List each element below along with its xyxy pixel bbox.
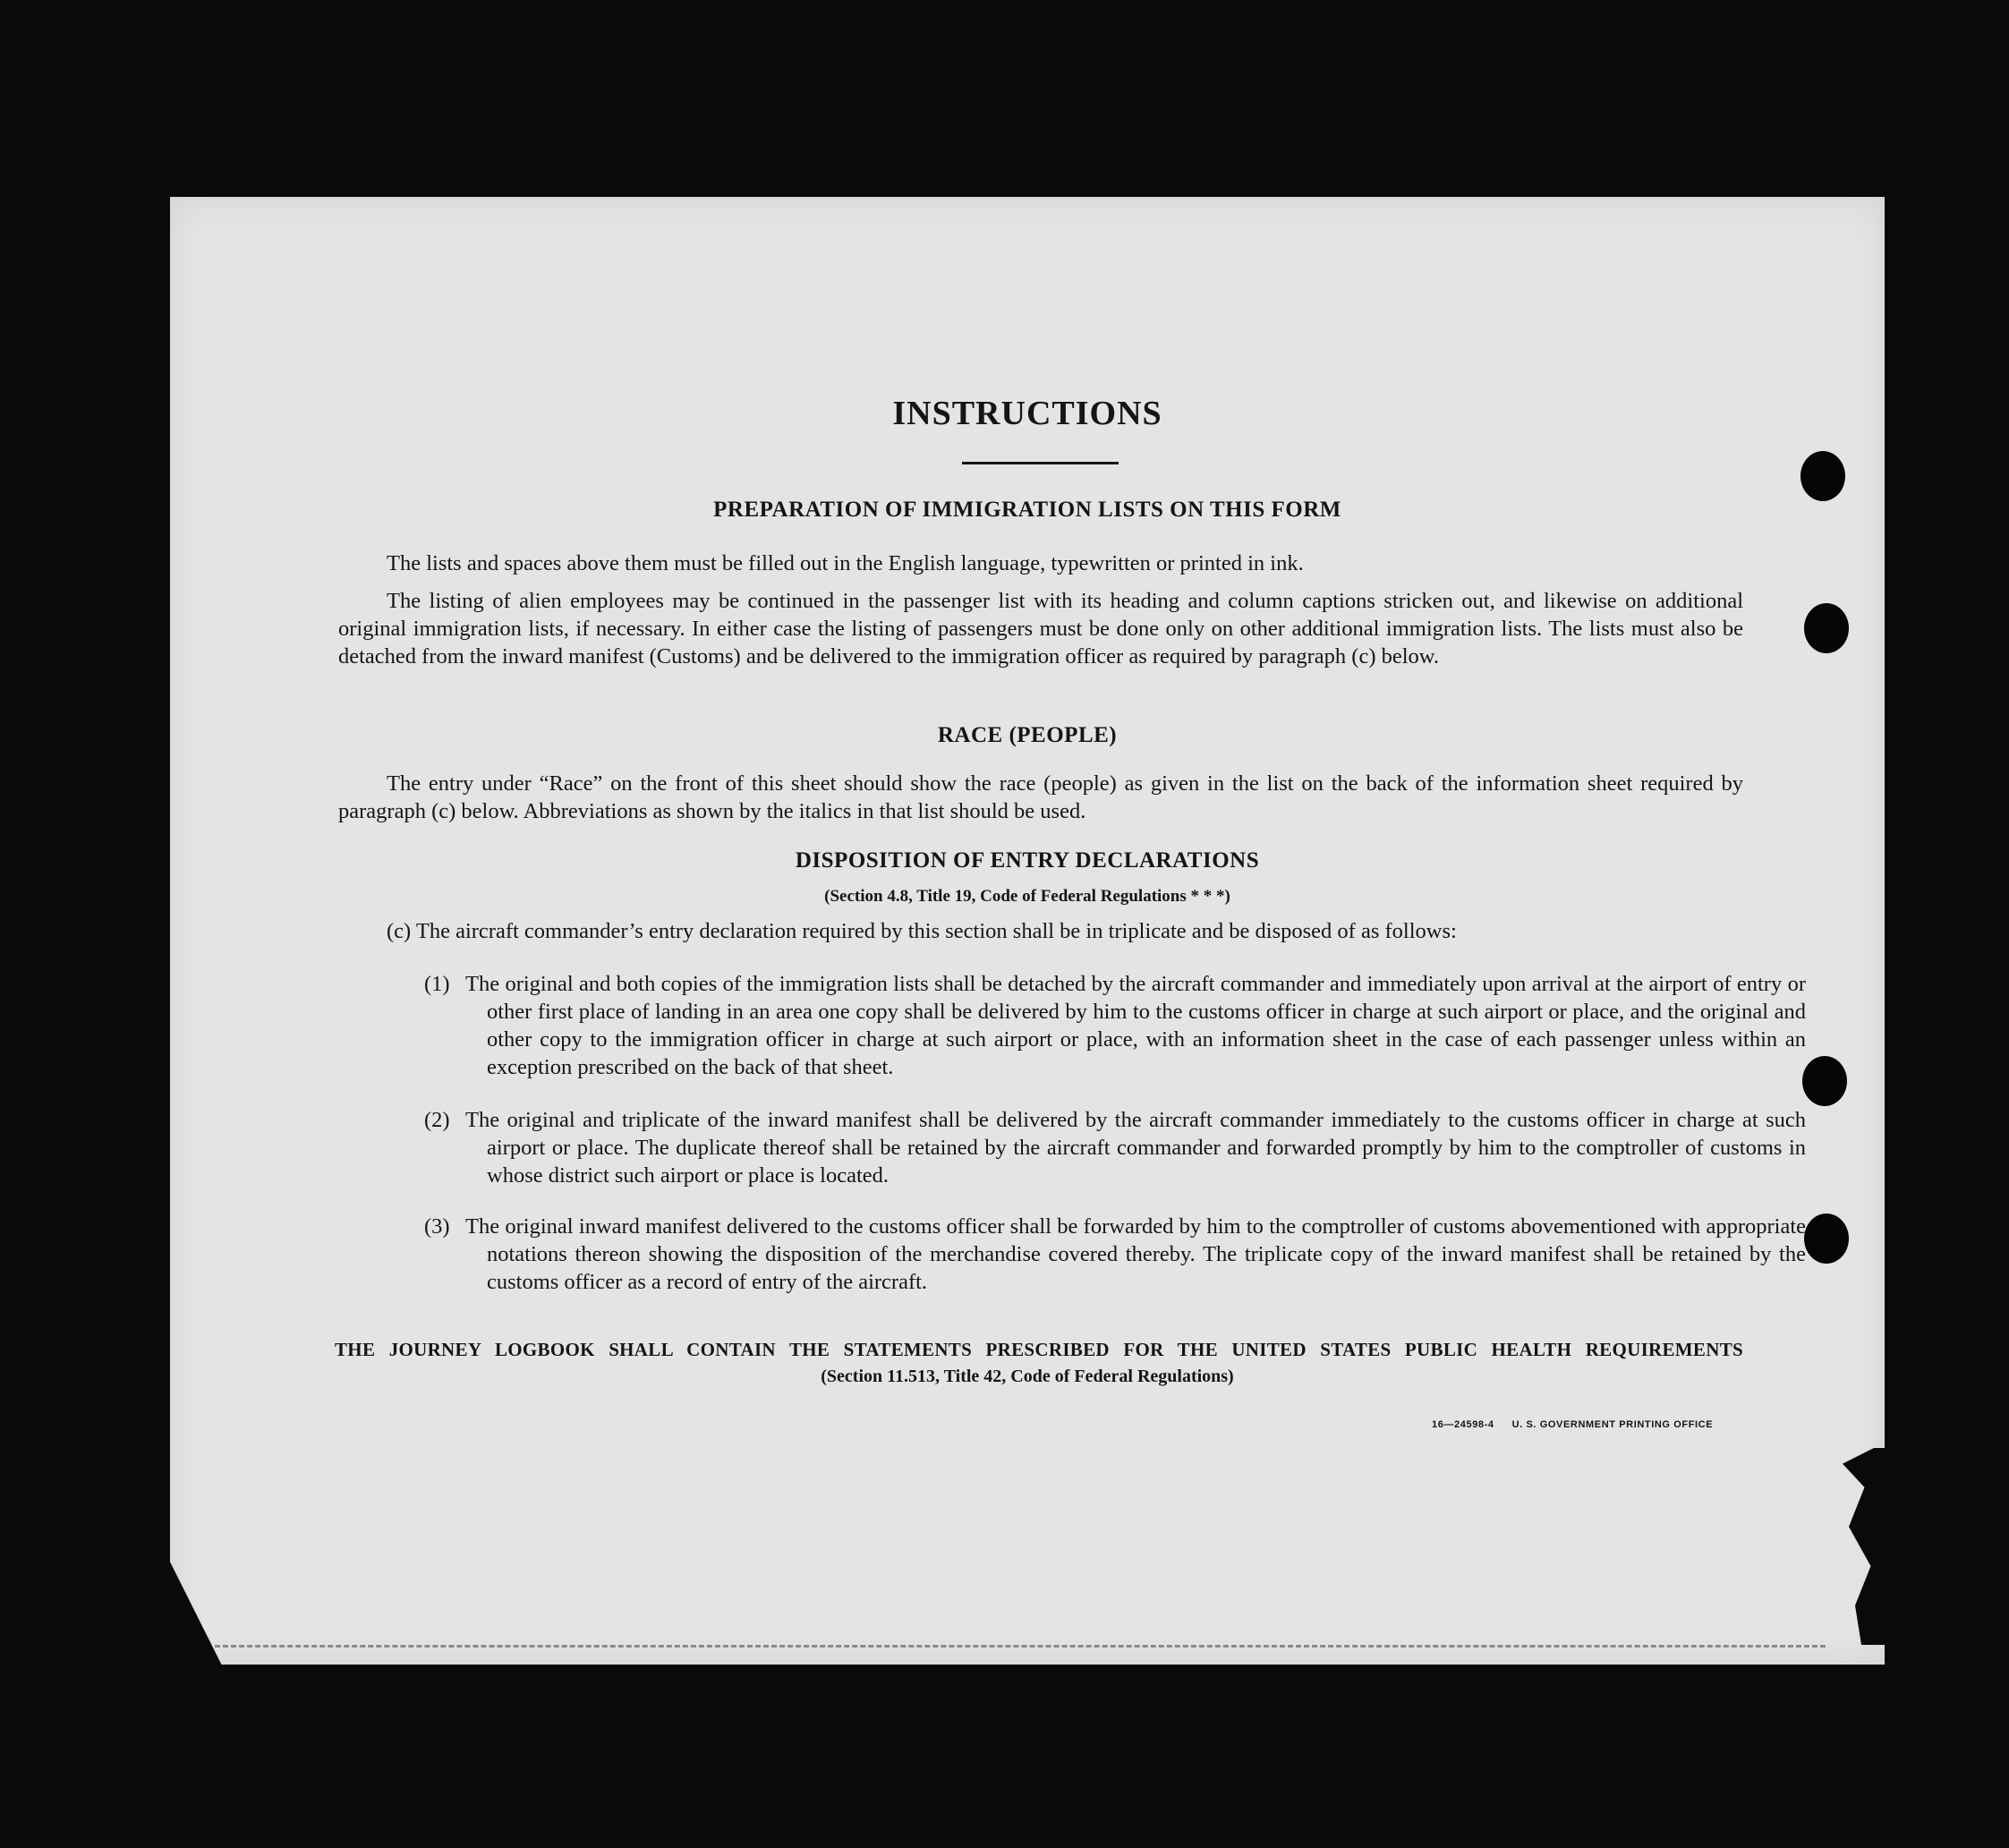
section-citation: (Section 4.8, Title 19, Code of Federal Regulations * * *)	[824, 887, 1230, 906]
perforation-line	[215, 1645, 1826, 1648]
printing-office-code	[1432, 1419, 1731, 1430]
list-item-number: (2)	[424, 1108, 450, 1132]
footer-citation: (Section 11.513, Title 42, Code of Federal Regulations)	[821, 1367, 1234, 1386]
health-requirements-statement: THE JOURNEY LOGBOOK SHALL CONTAIN THE STATEMENTS PRESCRIBED FOR THE UNITED STATES PUBLIC HEALTH REQUIREMENTS	[335, 1339, 1743, 1360]
list-item-text: The original inward manifest delivered to the customs officer shall be forwarded by him to the comptroller of customs abovementioned with appropriate notations thereon showing the disposition of the merchandise covered thereby. The triplicate copy of the inward manifest shall be retained by the customs officer as a record of entry of the aircraft.	[465, 1214, 1806, 1294]
section-heading-race: RACE (PEOPLE)	[937, 723, 1118, 747]
list-item-number: (1)	[424, 972, 450, 996]
list-item	[424, 1106, 1806, 1189]
punch-hole	[1804, 1214, 1849, 1264]
paragraph: The lists and spaces above them must be filled out in the English language, typewritten or printed in ink.	[387, 551, 1304, 575]
form-number: 16—24598-4	[1432, 1419, 1494, 1430]
punch-hole	[1800, 451, 1845, 501]
paragraph: The listing of alien employees may be continued in the passenger list with its heading and column captions stricken out, and likewise on additional original immigration lists, if necessary. In either case the listing of passengers must be done only on other additional immigration lists. The lists must also be detached from the inward manifest (Customs) and be delivered to the immigration officer as required by paragraph (c) below.	[338, 589, 1743, 669]
list-item-text: The original and both copies of the immigration lists shall be detached by the aircraft commander and immediately upon arrival at the airport of entry or other first place of landing in an area one copy shall be delivered by him to the customs officer in charge at such airport or place, and the original and other copy to the immigration officer in charge at such airport or place, with an information sheet in the case of each passenger unless within an exception prescribed on the back of that sheet.	[465, 972, 1806, 1079]
title-divider	[962, 462, 1119, 464]
printer-name: U. S. GOVERNMENT PRINTING OFFICE	[1511, 1419, 1714, 1430]
section-heading-preparation: PREPARATION OF IMMIGRATION LISTS ON THIS FORM	[713, 498, 1341, 522]
section-heading-disposition: DISPOSITION OF ENTRY DECLARATIONS	[795, 848, 1260, 873]
paragraph: (c) The aircraft commander’s entry declaration required by this section shall be in triplicate and be disposed of as follows:	[387, 919, 1457, 943]
paragraph: The entry under “Race” on the front of this sheet should show the race (people) as given in the list on the back of the information sheet required by paragraph (c) below. Abbreviations as shown by the italics in that list should be used.	[338, 771, 1743, 823]
list-item	[424, 1213, 1806, 1296]
punch-hole	[1804, 603, 1849, 653]
list-item-number: (3)	[424, 1214, 450, 1239]
list-item-text: The original and triplicate of the inward manifest shall be delivered by the aircraft commander immediately to the customs officer in charge at such airport or place. The duplicate thereof shall be retained by the aircraft commander and forwarded promptly by him to the comptroller of customs in whose district such airport or place is located.	[465, 1108, 1806, 1188]
list-item	[424, 970, 1806, 1081]
page-title: INSTRUCTIONS	[892, 395, 1162, 432]
punch-hole	[1802, 1056, 1847, 1106]
